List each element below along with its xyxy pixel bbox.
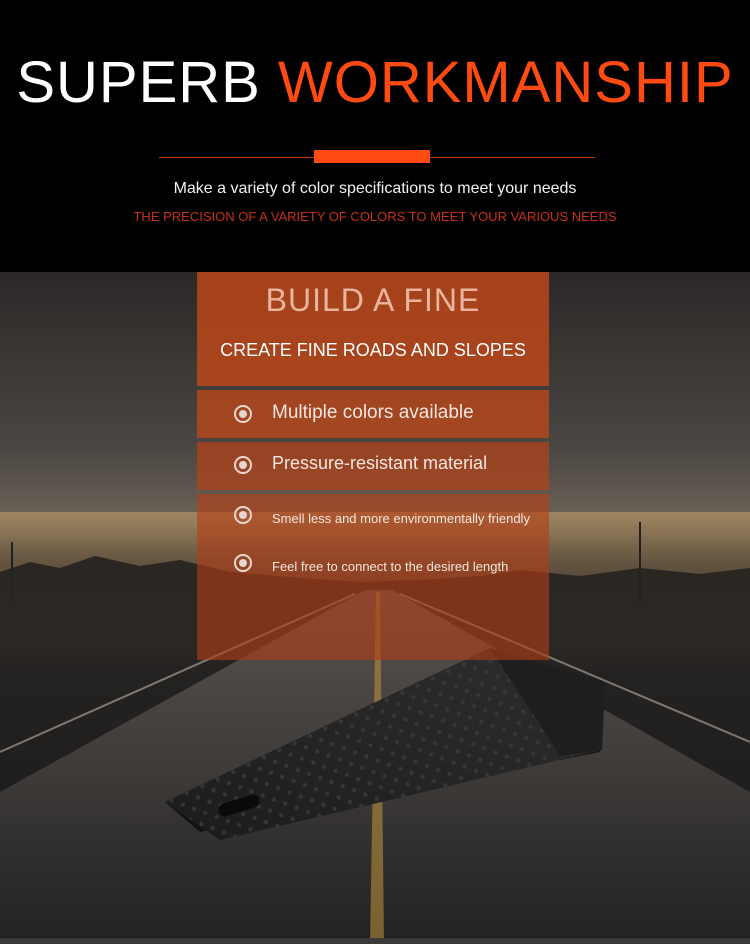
feature-text: Pressure-resistant material bbox=[272, 453, 488, 473]
header bbox=[0, 0, 750, 272]
feature-row bbox=[197, 494, 549, 542]
radio-bullet-icon bbox=[234, 506, 252, 524]
feature-row bbox=[197, 542, 549, 590]
title-orange: WORKMANSHIP bbox=[277, 50, 734, 115]
radio-bullet-icon bbox=[234, 554, 252, 572]
feature-text: Feel free to connect to the desired length bbox=[272, 559, 509, 574]
panel-header bbox=[197, 272, 549, 386]
title-white: SUPERB bbox=[16, 50, 261, 115]
feature-text: Smell less and more environmentally friendly bbox=[272, 511, 530, 526]
panel-title: BUILD A FINE bbox=[265, 282, 481, 318]
feature-row bbox=[197, 442, 549, 490]
panel-footer bbox=[197, 590, 549, 660]
bottom-edge bbox=[0, 938, 750, 944]
divider-accent-bar bbox=[314, 150, 430, 163]
feature-text: Multiple colors available bbox=[272, 402, 474, 423]
radio-bullet-icon bbox=[234, 456, 252, 474]
subtitle: Make a variety of color specifications to meet your needs bbox=[173, 180, 577, 197]
radio-bullet-icon bbox=[234, 405, 252, 423]
panel-subtitle: CREATE FINE ROADS AND SLOPES bbox=[220, 340, 526, 360]
page-title bbox=[0, 48, 750, 118]
subtitle-caps: THE PRECISION OF A VARIETY OF COLORS TO MEET YOUR VARIOUS NEEDS bbox=[133, 209, 617, 224]
feature-panel bbox=[197, 272, 549, 660]
feature-row bbox=[197, 390, 549, 438]
